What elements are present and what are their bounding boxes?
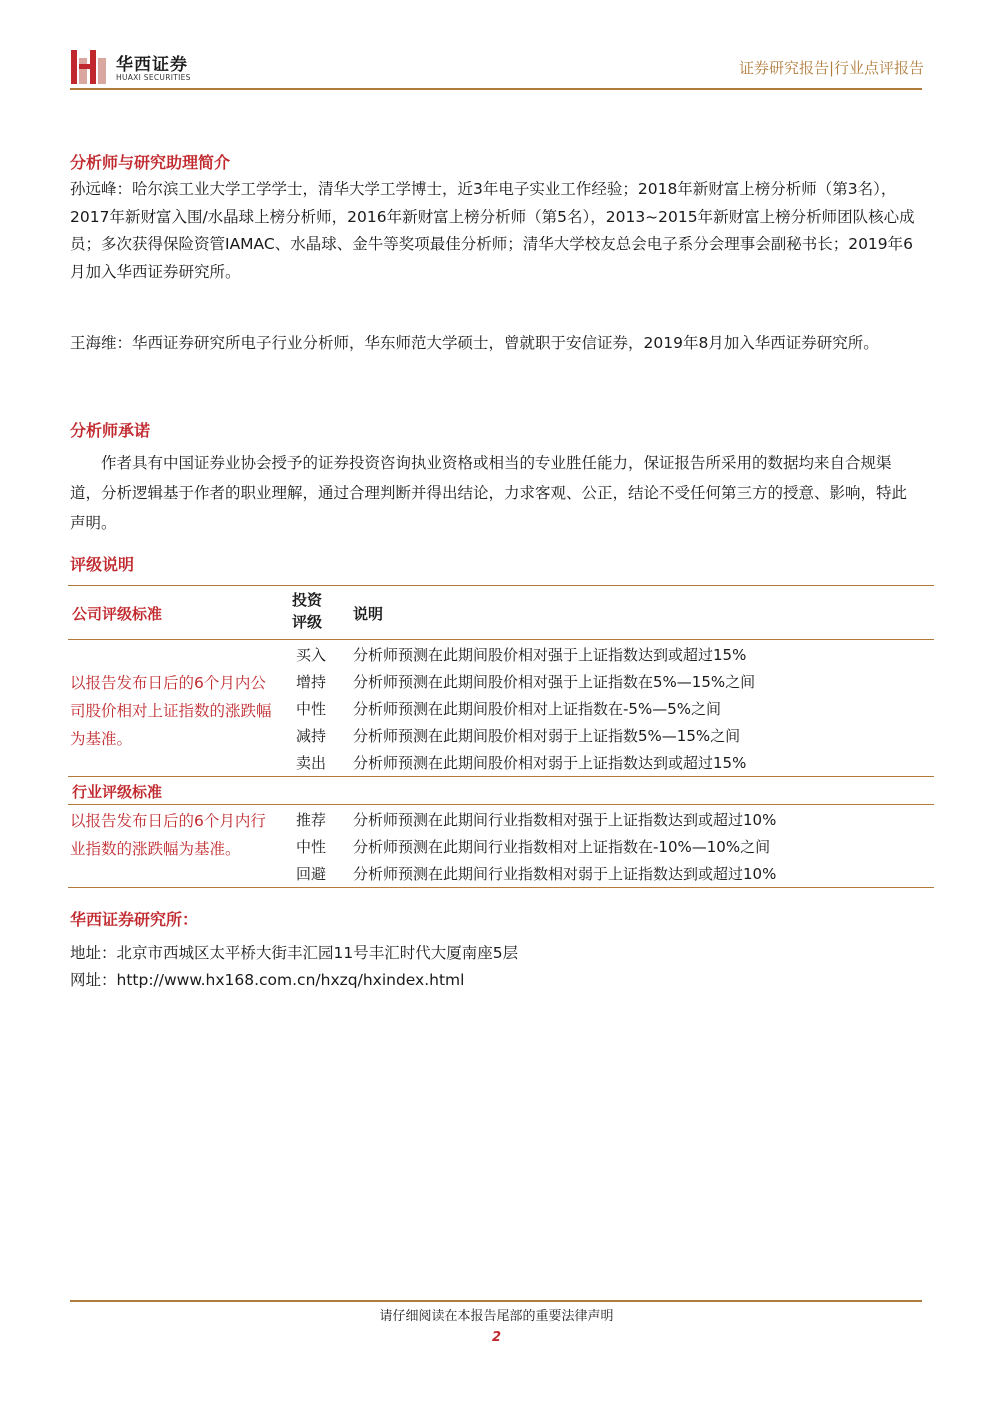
table-row bbox=[68, 805, 934, 832]
footer-disclaimer: 请仔细阅读在本报告尾部的重要法律声明 bbox=[379, 1309, 614, 1324]
table-row bbox=[68, 721, 934, 748]
analyst-bio-1: 孙远峰：哈尔滨工业大学工学学士，清华大学工学博士，近3年电子实业工作经验；2018年新财富上榜分析师（第3名），2017年新财富入围/水晶球上榜分析师，2016年新财富上榜分析师（第5名），2013~2015年新财富上榜分析师团队核心成员；多次获得保险资管IAMAC、水晶球、金牛等奖项最佳分析师；清华大学校友总会电子系分会理事会副秘书长；2019年6月加入华西证券研究所。 bbox=[70, 180, 915, 281]
institute-address: 地址：北京市西城区太平桥大街丰汇园11号丰汇时代大厦南座5层 bbox=[70, 944, 519, 962]
table-bottom-rule bbox=[68, 887, 934, 888]
logo-chinese-name: 华西证券 bbox=[116, 55, 188, 75]
rating-label: 增持 bbox=[295, 673, 326, 691]
industry-rating-note: 以报告发布日后的6个月内行业指数的涨跌幅为基准。 bbox=[70, 812, 266, 858]
industry-rating-header: 行业评级标准 bbox=[72, 783, 163, 801]
rating-description: 分析师预测在此期间行业指数相对强于上证指数达到或超过10% bbox=[353, 811, 777, 829]
table-row bbox=[68, 694, 934, 721]
table-row bbox=[68, 832, 934, 859]
rating-label: 中性 bbox=[295, 700, 326, 718]
institute-website[interactable]: 网址：http://www.hx168.com.cn/hxzq/hxindex.html bbox=[70, 971, 465, 989]
company-rating-header: 公司评级标准 bbox=[72, 605, 163, 623]
rating-label: 减持 bbox=[295, 727, 326, 745]
table-row bbox=[68, 748, 934, 775]
institute-title: 华西证券研究所： bbox=[70, 910, 199, 929]
rating-label: 卖出 bbox=[295, 754, 326, 772]
rating-description: 分析师预测在此期间行业指数相对上证指数在-10%—10%之间 bbox=[353, 838, 771, 856]
rating-label: 买入 bbox=[295, 646, 326, 664]
report-type: 证券研究报告|行业点评报告 bbox=[738, 59, 924, 77]
table-top-rule bbox=[68, 585, 934, 586]
table-row bbox=[68, 859, 934, 886]
section-rule bbox=[68, 776, 934, 777]
table-row bbox=[68, 640, 934, 667]
table-row bbox=[68, 667, 934, 694]
analyst-bio-2: 王海维：华西证券研究所电子行业分析师，华东师范大学硕士，曾就职于安信证券，2019年8月加入华西证券研究所。 bbox=[70, 334, 879, 352]
page-header bbox=[70, 40, 932, 90]
commitment-text: 作者具有中国证券业协会授予的证券投资咨询执业资格或相当的专业胜任能力，保证报告所采用的数据均来自合规渠道，分析逻辑基于作者的职业理解，通过合理判断并得出结论，力求客观、公正，结论不受任何第三方的授意、影响，特此声明。 bbox=[70, 454, 908, 532]
rating-description: 分析师预测在此期间股价相对强于上证指数在5%—15%之间 bbox=[353, 673, 756, 691]
description-column-header: 说明 bbox=[353, 605, 384, 623]
rating-description: 分析师预测在此期间股价相对弱于上证指数5%—15%之间 bbox=[353, 727, 741, 745]
rating-description: 分析师预测在此期间股价相对强于上证指数达到或超过15% bbox=[353, 646, 747, 664]
commitment-title: 分析师承诺 bbox=[70, 421, 151, 440]
rating-column-header: 投资评级 bbox=[292, 591, 323, 631]
footer-divider bbox=[70, 1300, 922, 1302]
company-logo bbox=[70, 48, 240, 84]
rating-title: 评级说明 bbox=[70, 555, 135, 574]
page-number: 2 bbox=[491, 1330, 502, 1345]
rating-description: 分析师预测在此期间股价相对上证指数在-5%—5%之间 bbox=[353, 700, 722, 718]
company-rating-note: 以报告发布日后的6个月内公司股价相对上证指数的涨跌幅为基准。 bbox=[70, 674, 272, 748]
header-divider bbox=[70, 88, 922, 90]
rating-label: 推荐 bbox=[295, 811, 326, 829]
rating-description: 分析师预测在此期间股价相对弱于上证指数达到或超过15% bbox=[353, 754, 747, 772]
logo-english-name: HUAXI SECURITIES bbox=[116, 73, 191, 82]
rating-description: 分析师预测在此期间行业指数相对弱于上证指数达到或超过10% bbox=[353, 865, 777, 883]
huaxi-logo-icon bbox=[70, 48, 110, 86]
rating-label: 回避 bbox=[295, 865, 326, 883]
rating-label: 中性 bbox=[295, 838, 326, 856]
analyst-intro-title: 分析师与研究助理简介 bbox=[70, 153, 231, 172]
